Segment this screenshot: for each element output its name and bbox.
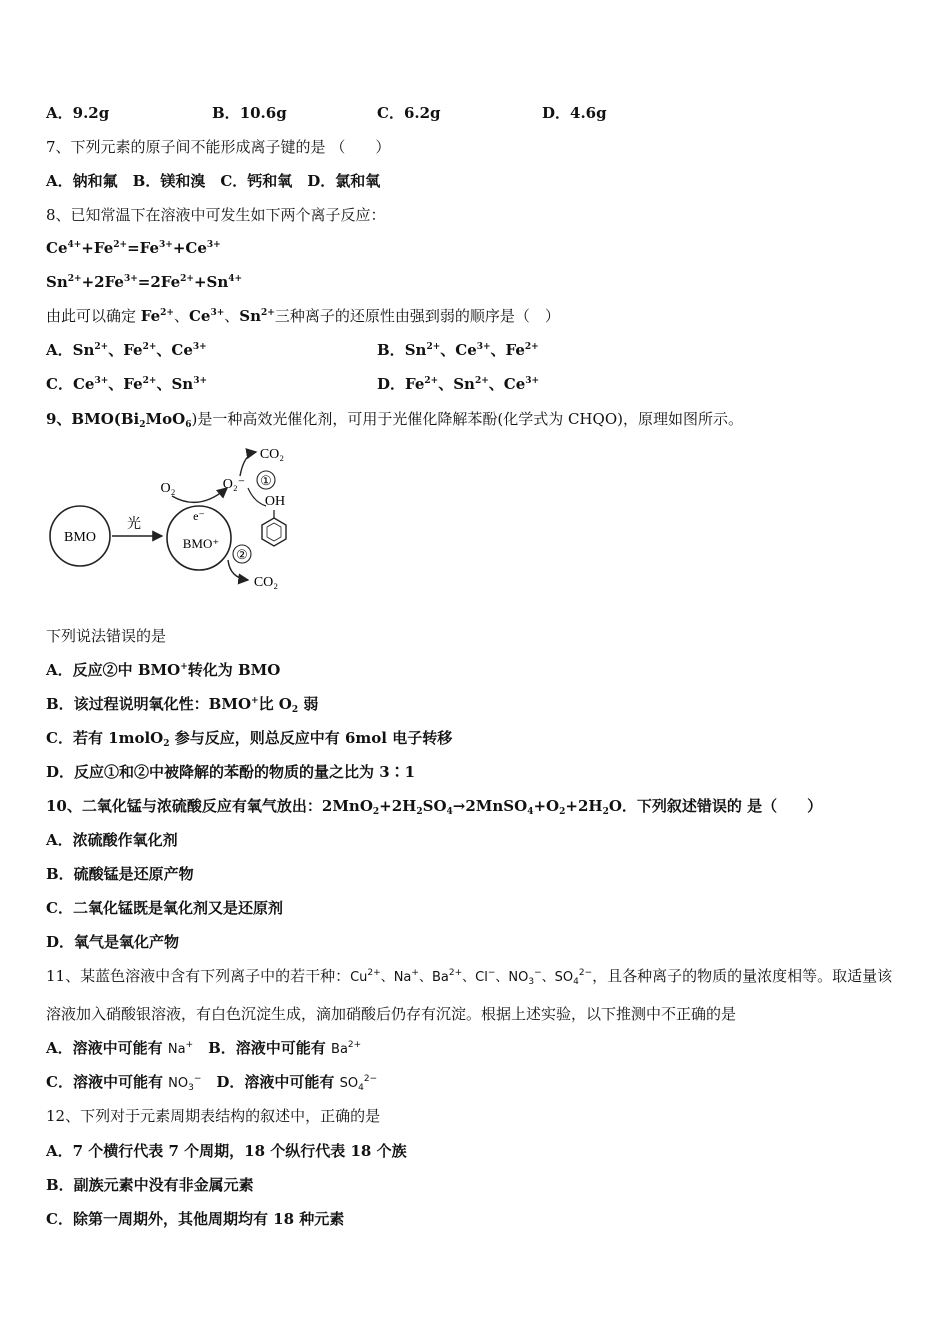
q9-option-d: D．反应①和②中被降解的苯酚的物质的量之比为 3∶1 [46,763,416,781]
bmo-photocatalysis-diagram [44,440,304,600]
bmo-plus-label: BMO⁺ [182,536,220,551]
benzene-inner-icon [267,523,281,541]
q8-option-d: D．$Fe^{2+}$、$Sn^{2+}$、$Ce^{3+}$ [377,375,540,393]
q9-question: 下列说法错误的是 [46,627,167,645]
superoxide-label: O₂⁻ [222,477,246,492]
q10-option-a: A．浓硫酸作氧化剂 [46,831,178,849]
curved-arrow-1 [248,488,266,506]
bmo-label: BMO [64,530,96,545]
q10-option-b: B．硫酸锰是还原产物 [46,865,194,883]
electron-label: e⁻ [193,509,205,523]
q7-options: A．钠和氟 B．镁和溴 C．钙和氧 D．氯和氧 [46,172,381,190]
q7-stem: 7、下列元素的原子间不能形成离子键的是 （ ） [46,138,391,156]
path-1-arrow [240,452,256,476]
step-2-label: ② [236,547,248,562]
q12-option-c: C．除第一周期外，其他周期均有 18 种元素 [46,1210,345,1228]
electron-transfer-arrow [172,488,227,502]
q9-option-c: C．若有 1molO$_2$ 参与反应，则总反应中有 6mol 电子转移 [46,729,453,749]
o2-label: O₂ [160,481,176,496]
q9-stem: 9、$BMO(Bi_2MoO_6)$是一种高效光催化剂，可用于光催化降解苯酚(化学式为 CHQO)，原理如图所示。 [46,410,743,430]
q12-stem: 12、下列对于元素周期表结构的叙述中，正确的是 [46,1107,381,1125]
q8-stem: 8、已知常温下在溶液中可发生如下两个离子反应： [46,206,386,224]
q6-option-b: B．10.6g [212,104,287,122]
q9-option-a: A．反应②中 BMO+转化为 BMO [46,661,281,679]
q6-option-a: A．9.2g [46,104,110,122]
q8-question: 由此可以确定 $Fe^{2+}$、$Ce^{3+}$、$Sn^{2+}$三种离子的还原性由强到弱的顺序是（ ） [46,307,560,325]
co2-top-label: CO₂ [259,447,285,462]
q6-option-d: D．4.6g [542,104,607,122]
light-label: 光 [127,517,141,532]
q11-options-ab: A．溶液中可能有 Na+ B．溶液中可能有 $Ba^{2+}$ [46,1039,362,1057]
q12-option-b: B．副族元素中没有非金属元素 [46,1176,254,1194]
step-1-label: ① [260,473,272,488]
co2-bottom-label: CO₂ [253,575,279,590]
q12-option-a: A．7 个横行代表 7 个周期，18 个纵行代表 18 个族 [46,1142,407,1160]
q8-equation-1: $Ce^{4+}+Fe^{2+}=Fe^{3+}+Ce^{3+}$ [46,239,221,257]
q11-stem: 11、某蓝色溶液中含有下列离子中的若干种：$Cu^{2+}$、Na+、$Ba^{2+}$、Cl−、$NO_3^-$、$SO_4^{2-}$，且各种离子的物质的量浓度相等。取适量该 [46,967,893,987]
q10-stem: 10、二氧化锰与浓硫酸反应有氧气放出：$2MnO_2+2H_2SO_4\to 2MnSO_4+O_2+2H_2O$．下列叙述错误的 是（ ） [46,797,823,817]
q8-option-b: B．$Sn^{2+}$、$Ce^{3+}$、$Fe^{2+}$ [377,341,539,359]
q10-option-d: D．氧气是氧化产物 [46,933,180,951]
q9-option-b: B．该过程说明氧化性：BMO+比 $O_2$ 弱 [46,695,319,715]
oh-label: OH [264,494,286,509]
q11-stem-continued: 溶液加入硝酸银溶液，有白色沉淀生成，滴加硝酸后仍存有沉淀。根据上述实验，以下推测中不正确的是 [46,1005,737,1023]
q11-options-cd: C．溶液中可能有 $NO_3^-$ D．溶液中可能有 $SO_4^{2-}$ [46,1073,378,1093]
q8-equation-2: $Sn^{2+}+2Fe^{3+}=2Fe^{2+}+Sn^{4+}$ [46,273,243,291]
q10-option-c: C．二氧化锰既是氧化剂又是还原剂 [46,899,283,917]
benzene-ring-icon [262,518,286,546]
q6-option-c: C．6.2g [377,104,441,122]
q8-option-c: C．$Ce^{3+}$、$Fe^{2+}$、$Sn^{3+}$ [46,375,207,393]
q8-option-a: A．$Sn^{2+}$、$Fe^{2+}$、$Ce^{3+}$ [46,341,207,359]
